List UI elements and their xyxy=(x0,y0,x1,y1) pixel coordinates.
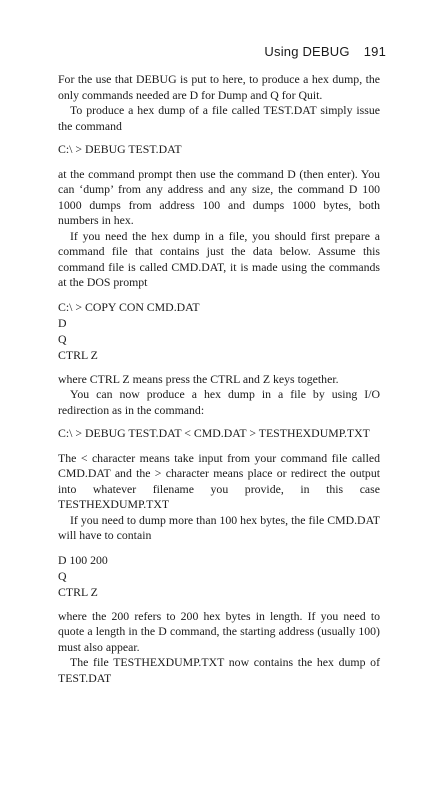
running-header xyxy=(264,44,386,59)
paragraph-10: The file TESTHEXDUMP.TXT now contains the hex dump of TEST.DAT xyxy=(58,655,380,685)
paragraph-2: To produce a hex dump of a file called TEST.DAT simply issue the command xyxy=(58,103,380,133)
paragraph-4: If you need the hex dump in a file, you should first prepare a command file that contains just the data below. Assume this command file is called CMD.DAT, it is made using the commands at the DOS prompt xyxy=(58,228,380,289)
command-line-1: C:\ > DEBUG TEST.DAT xyxy=(58,142,182,156)
paragraph-8: If you need to dump more than 100 hex bytes, the file CMD.DAT will have to contain xyxy=(58,512,380,542)
command-block-2 xyxy=(58,552,380,600)
paragraph-9: where the 200 refers to 200 hex bytes in length. If you need to quote a length in the D command, the starting address (usually 100) must also appear. xyxy=(58,608,380,654)
paragraph-6: You can now produce a hex dump in a file by using I/O redirection as in the command: xyxy=(58,387,380,417)
section-title: Using DEBUG xyxy=(264,44,350,59)
paragraph-1: For the use that DEBUG is put to here, to produce a hex dump, the only commands needed are D for Dump and Q for Quit. xyxy=(58,72,380,102)
page-number: 191 xyxy=(363,44,386,59)
paragraph-5: where CTRL Z means press the CTRL and Z keys together. xyxy=(58,371,339,386)
command-block-2-line: Q xyxy=(58,568,67,583)
paragraph-7: The < character means take input from your command file called CMD.DAT and the > character means place or redirect the output into whatever filename you provide, in this case TESTHEXDUMP.TXT xyxy=(58,450,380,511)
page-body xyxy=(58,72,380,686)
command-block-2-line: D 100 200 xyxy=(58,552,108,567)
command-block-1-line: C:\ > COPY CON CMD.DAT xyxy=(58,299,200,314)
command-block-2-line: CTRL Z xyxy=(58,584,98,599)
command-block-1 xyxy=(58,299,380,363)
command-block-1-line: D xyxy=(58,315,67,330)
command-block-1-line: Q xyxy=(58,331,67,346)
command-block-1-line: CTRL Z xyxy=(58,347,98,362)
paragraph-3: at the command prompt then use the command D (then enter). You can ‘dump’ from any address and any size, the command D 100 1000 dumps from address 100 and dumps 1000 bytes, both numbers in hex. xyxy=(58,166,380,227)
command-line-2: C:\ > DEBUG TEST.DAT < CMD.DAT > TESTHEXDUMP.TXT xyxy=(58,426,370,440)
